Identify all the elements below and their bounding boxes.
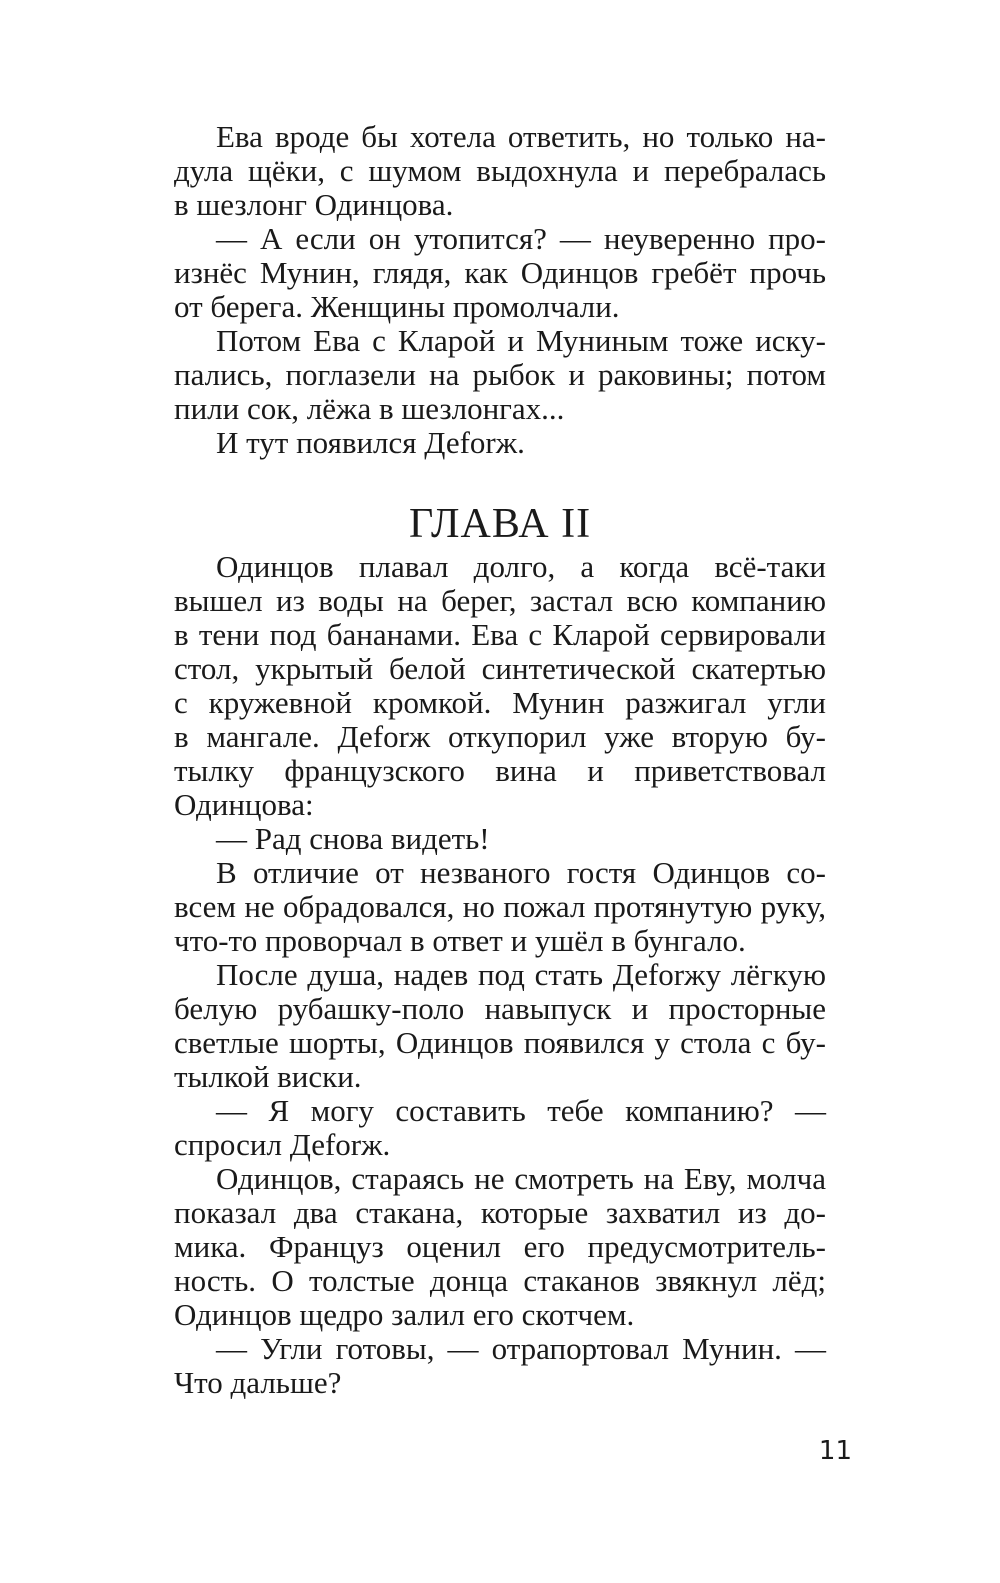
text-line: белую рубашку-поло навыпуск и просторные [174, 991, 826, 1026]
text-line: в шезлонг Одинцова. [174, 187, 454, 222]
text-line: И тут появился Деforж. [216, 425, 525, 460]
text-line: тылкой виски. [174, 1059, 362, 1094]
text-line: пили сок, лёжа в шезлонгах... [174, 391, 565, 426]
text-line: ность. О толстые донца стаканов звякнул лёд; [174, 1263, 826, 1298]
text-line: с кружевной кромкой. Мунин разжигал угли [174, 685, 826, 720]
text-line: После душа, надев под стать Деforжу лёгкую [216, 957, 826, 992]
page-number: 11 [818, 1436, 852, 1466]
text-line: — Я могу составить тебе компанию? — [216, 1093, 826, 1128]
text-line: что-то проворчал в ответ и ушёл в бунгало. [174, 923, 746, 958]
text-line: в тени под бананами. Ева с Кларой сервировали [174, 617, 826, 652]
text-line: Одинцов щедро залил его скотчем. [174, 1297, 635, 1332]
text-line: Потом Ева с Кларой и Муниным тоже иску- [216, 323, 826, 358]
text-line: В отличие от незваного гостя Одинцов со- [216, 855, 826, 890]
text-line: вышел из воды на берег, застал всю компанию [174, 583, 826, 618]
text-line: пались, поглазели на рыбок и раковины; потом [174, 357, 826, 392]
text-line: Что дальше? [174, 1365, 342, 1400]
text-line: — А если он утопится? — неуверенно про- [216, 221, 826, 256]
text-line: — Угли готовы, — отрапортовал Мунин. — [216, 1331, 826, 1366]
text-line: — Рад снова видеть! [216, 821, 490, 856]
text-line: тылку французского вина и приветствовал [174, 753, 826, 788]
text-line: мика. Француз оценил его предусмотритель- [174, 1229, 826, 1264]
text-line: Одинцов, стараясь не смотреть на Еву, молча [216, 1161, 826, 1196]
text-line: Одинцов плавал долго, а когда всё-таки [216, 549, 826, 584]
text-line: спросил Деforж. [174, 1127, 391, 1162]
text-line: от берега. Женщины промолчали. [174, 289, 620, 324]
chapter-title: ГЛАВА II [408, 501, 592, 547]
text-line: в мангале. Деforж откупорил уже вторую бу- [174, 719, 826, 754]
text-line: светлые шорты, Одинцов появился у стола с бу- [174, 1025, 826, 1060]
text-line: изнёс Мунин, глядя, как Одинцов гребёт прочь [174, 255, 826, 290]
text-line: Одинцова: [174, 787, 314, 822]
text-line: Ева вроде бы хотела ответить, но только на- [216, 119, 826, 154]
text-line: всем не обрадовался, но пожал протянутую руку, [174, 889, 826, 924]
text-line: дула щёки, с шумом выдохнула и перебралась [174, 153, 826, 188]
text-line: показал два стакана, которые захватил из до- [174, 1195, 826, 1230]
text-line: стол, укрытый белой синтетической скатертью [174, 651, 826, 686]
